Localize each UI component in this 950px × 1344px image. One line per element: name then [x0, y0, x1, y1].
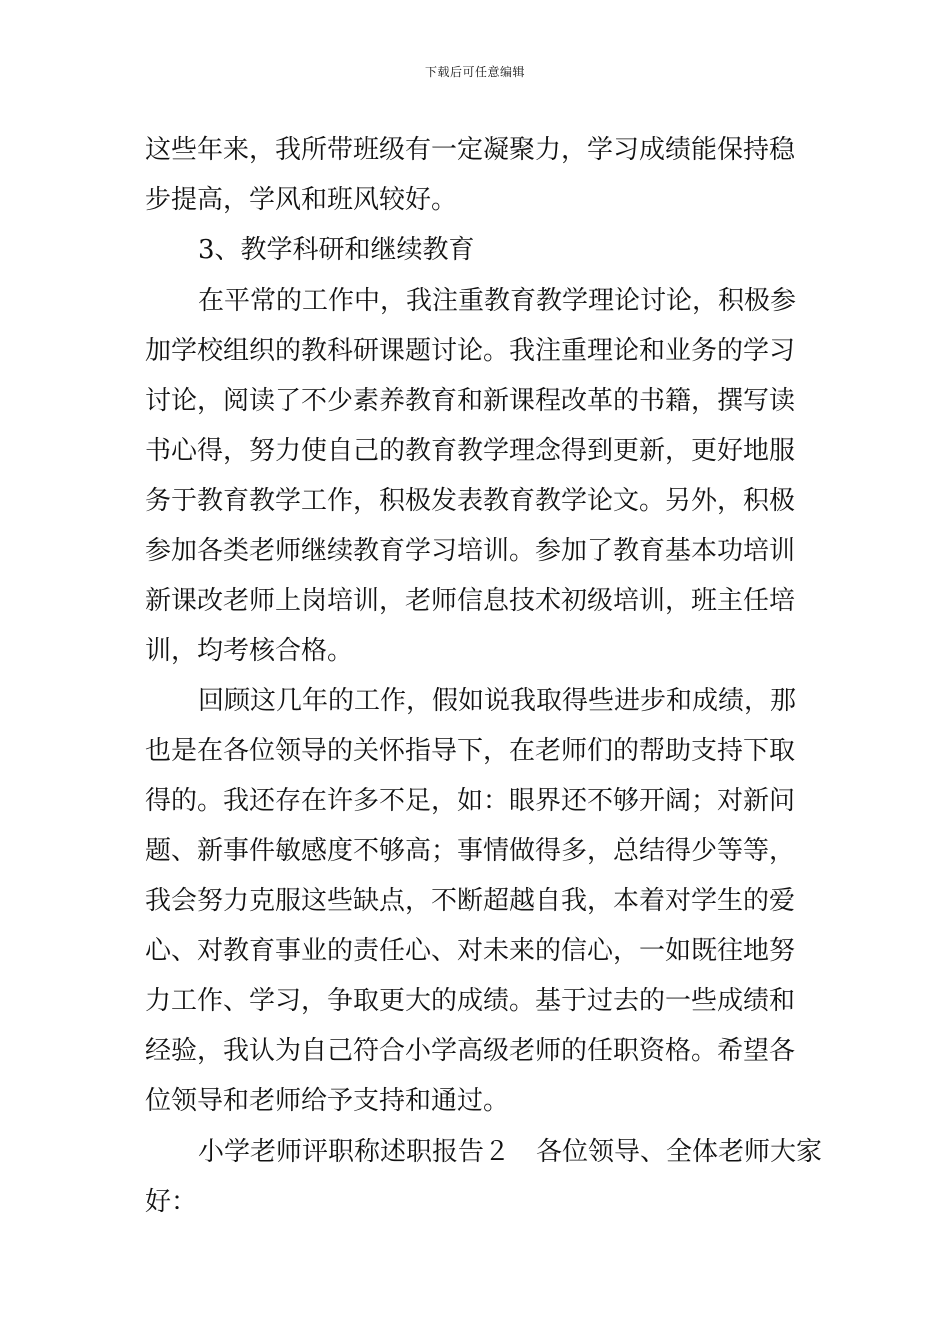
text-line: 书心得，努力使自己的教育教学理念得到更新，更好地服 — [145, 436, 796, 466]
text-line: 位领导和老师给予支持和通过。 — [145, 1086, 510, 1116]
text-line: 新课改老师上岗培训，老师信息技术初级培训，班主任培 — [145, 586, 796, 616]
text-line: 讨论，阅读了不少素养教育和新课程改革的书籍，撰写读 — [145, 386, 796, 416]
text-line: 在平常的工作中，我注重教育教学理论讨论，积极参 — [198, 286, 797, 316]
text-line: 这些年来，我所带班级有一定凝聚力，学习成绩能保持稳 — [145, 135, 796, 165]
text-line: 回顾这几年的工作，假如说我取得些进步和成绩，那 — [198, 686, 797, 716]
text-line: 好： — [145, 1187, 198, 1217]
text-line: 务于教育教学工作，积极发表教育教学论文。另外，积极 — [145, 486, 796, 516]
text-line: 经验，我认为自己符合小学高级老师的任职资格。希望各 — [145, 1036, 796, 1066]
text-line: 我会努力克服这些缺点，不断超越自我，本着对学生的爱 — [145, 886, 796, 916]
section-heading: 3、教学科研和继续教育 — [198, 235, 475, 265]
text-line: 训，均考核合格。 — [145, 636, 354, 666]
report-title-line: 小学老师评职称述职报告２ 各位领导、全体老师大家 — [198, 1137, 823, 1167]
text-line: 题、新事件敏感度不够高；事情做得多，总结得少等等， — [145, 836, 796, 866]
text-line: 加学校组织的教科研课题讨论。我注重理论和业务的学习 — [145, 336, 796, 366]
text-line: 得的。我还存在许多不足，如：眼界还不够开阔；对新问 — [145, 786, 796, 816]
text-line: 力工作、学习，争取更大的成绩。基于过去的一些成绩和 — [145, 986, 796, 1016]
text-line: 也是在各位领导的关怀指导下，在老师们的帮助支持下取 — [145, 736, 796, 766]
text-line: 心、对教育事业的责任心、对未来的信心，一如既往地努 — [145, 936, 796, 966]
text-line: 步提高，学风和班风较好。 — [145, 185, 458, 215]
text-line: 参加各类老师继续教育学习培训。参加了教育基本功培训 — [145, 536, 796, 566]
page-header-note: 下载后可任意编辑 — [424, 65, 525, 79]
